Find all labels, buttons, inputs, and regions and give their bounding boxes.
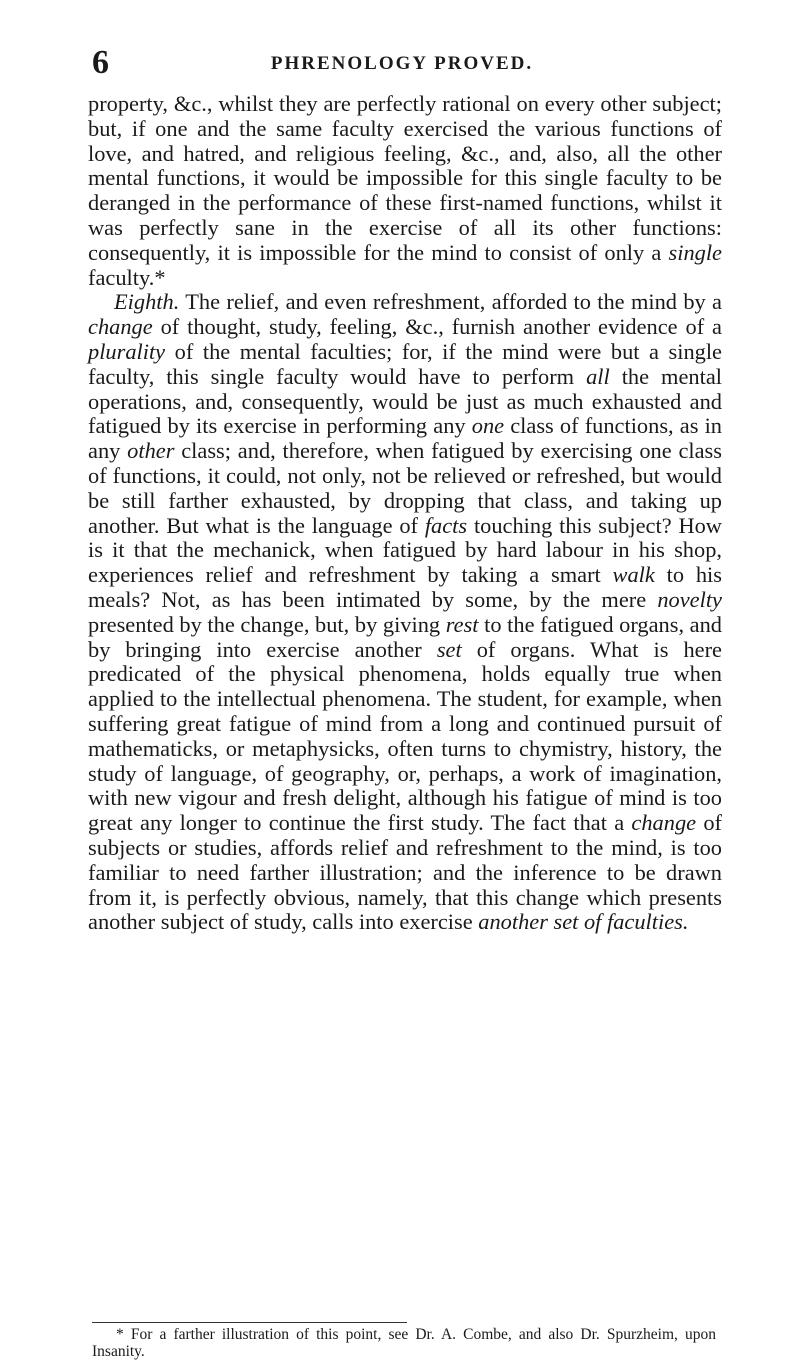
- text-run: class of functions, as in any: [88, 413, 722, 464]
- text-run: of subjects or studies, affords relief and refreshment to the mind, is too familiar to need farther illustration; and the inference to be drawn from it, is perfectly obvious, namely, that this change which presents another subject of study, calls into exercise: [88, 810, 723, 935]
- emphasis: another set of faculties.: [478, 909, 689, 935]
- paragraph-heading: Eighth.: [114, 289, 180, 315]
- paragraph-continuation: [88, 92, 722, 290]
- text-run: class; and, therefore, when fatigued by exercising one class of functions, it could, not only, not be relieved or refreshed, but would be still farther exhausted, by dropping that class, and taking up another. But what is the language of: [88, 438, 722, 538]
- emphasis: plurality: [88, 338, 166, 364]
- text-run: faculty.: [88, 264, 155, 290]
- text-run: to the fatigued organs, and by bringing into exercise another: [88, 611, 722, 662]
- running-title: PHRENOLOGY PROVED.: [270, 53, 534, 74]
- text-run: of thought, study, feeling, &c., furnish another evidence of a: [152, 314, 722, 340]
- text-run: property, &c., whilst they are perfectly rational on every other subject; but, if one and the same faculty exercised the various functions of love, and hatred, and religious feeling, &c., and, also, all the other mental functions, it would be impossible for this single faculty to be deranged in the performance of these first-named functions, whilst it was perfectly sane in the exercise of all its other functions: consequently, it is impossible for the mind to consist of only a: [88, 91, 722, 265]
- text-run: the mental operations, and, consequently, would be just as much exhausted and fatigued by its exercise in performing any: [88, 363, 722, 439]
- emphasis: other: [127, 438, 175, 464]
- body-text: [88, 92, 722, 935]
- emphasis: rest: [445, 611, 479, 637]
- text-run: The relief, and even refreshment, afforded to the mind by a: [179, 289, 722, 315]
- text-run: of the mental faculties; for, if the mind were but a single faculty, this single faculty would have to perform: [88, 338, 722, 389]
- emphasis: change: [631, 810, 697, 836]
- running-head: [92, 45, 712, 81]
- footnote: * For a farther illustration of this point, see Dr. A. Combe, and also Dr. Spurzheim, upon Insanity.: [92, 1326, 716, 1360]
- text-run: of organs. What is here predicated of the physical phenomena, holds equally true when applied to the intellectual phenomena. The student, for example, when suffering great fatigue of mind from a long and continued pursuit of mathematicks, or metaphysicks, often turns to chymistry, history, the study of language, of geography, or, perhaps, a work of imagination, with new vigour and fresh delight, although his fatigue of mind is too great any longer to continue the first study. The fact that a: [88, 636, 722, 836]
- emphasis: walk: [612, 562, 655, 588]
- page-number: 6: [92, 44, 109, 81]
- emphasis: one: [471, 413, 505, 439]
- emphasis: change: [88, 314, 153, 340]
- emphasis: single: [668, 239, 722, 265]
- footnote-rule: [92, 1322, 407, 1323]
- emphasis: all: [586, 363, 610, 389]
- emphasis: novelty: [657, 586, 722, 612]
- text-run: touching this subject? How is it that the mechanick, when fatigued by hard labour in his shop, experiences relief and refreshment by taking a smart: [88, 512, 722, 588]
- emphasis: set: [436, 636, 462, 662]
- footnote-marker: *: [154, 264, 166, 290]
- paragraph-eighth: [88, 290, 722, 935]
- emphasis: facts: [424, 512, 468, 538]
- text-run: presented by the change, but, by giving: [88, 611, 446, 637]
- text-run: to his meals? Not, as has been intimated by some, by the mere: [88, 562, 722, 612]
